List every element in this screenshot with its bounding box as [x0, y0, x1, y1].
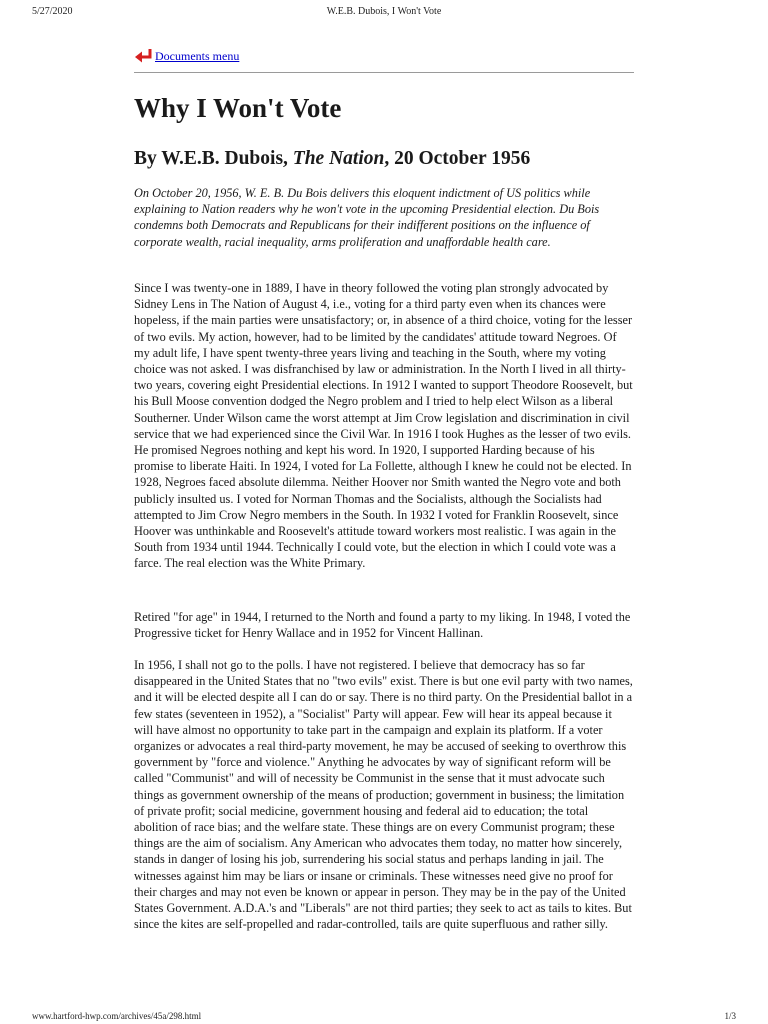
print-footer — [32, 1011, 736, 1023]
article-intro: On October 20, 1956, W. E. B. Du Bois delivers this eloquent indictment of US politics while explaining to Nation readers why he won't vote in the upcoming Presidential election. Du Bois condemns both Democrats and Republicans for their indifferent positions on the influence of corporate wealth, racial inequality, arms proliferation and unaffordable health care. — [134, 186, 600, 249]
print-page-title: W.E.B. Dubois, I Won't Vote — [326, 6, 442, 17]
print-url: www.hartford-hwp.com/archives/45a/298.html — [32, 1011, 202, 1021]
return-arrow-icon[interactable] — [134, 48, 154, 64]
header-divider — [134, 72, 634, 73]
article-byline — [134, 146, 530, 172]
print-date: 5/27/2020 — [32, 6, 73, 17]
print-header — [32, 6, 736, 22]
article-title: Why I Won't Vote — [134, 93, 342, 123]
documents-menu-link[interactable]: Documents menu — [155, 49, 240, 63]
byline-publication: The Nation — [292, 148, 385, 169]
byline-author: By W.E.B. Dubois, — [134, 148, 293, 169]
body-paragraph: In 1956, I shall not go to the polls. I have not registered. I believe that democracy has so far disappeared in the United States that no "two evils" exist. There is but one evil party with two names, and it will be elected despite all I can do or say. There is no third party. On the Presidential ballot in a few states (seventeen in 1952), a "Socialist" Party will appear. Few will hear its appeal because it will have almost no opportunity to take part in the campaign and explain its platform. If a voter organizes or advocates a real third-party movement, he may be accused of seeking to overthrow this government by "force and violence." Anything he advocates by way of significant reform will be called "Communist" and will of necessity be Communist in the sense that it must advocate such things as government ownership of the means of production; government in business; the limitation of private profit; social medicine, government housing and federal aid to education; the total abolition of race bias; and the welfare state. These things are on every Communist program; these things are the aim of socialism. Any American who advocates them today, no matter how sincerely, stands in danger of losing his job, surrendering his social status and perhaps landing in jail. The witnesses against him may be liars or insane or criminals. These witnesses need give no proof for their charges and may not even be known or appear in person. They may be in the pay of the United States Government. A.D.A.'s and "Liberals" are not third parties; they seek to act as tails to kites. But since the kites are self-propelled and radar-controlled, tails are quite superfluous and rather silly. — [134, 658, 633, 932]
body-paragraph: Since I was twenty-one in 1889, I have in theory followed the voting plan strongly advocated by Sidney Lens in The Nation of August 4, i.e., voting for a third party even when its chances were hopeless, if the main parties were unsatisfactory; or, in absence of a third choice, voting for the lesser of two evils. My action, however, had to be limited by the candidates' attitude toward Negroes. Of my adult life, I have spent twenty-three years living and teaching in the South, where my voting choice was not asked. I was disfranchised by law or administration. In the North I lived in all thirty-two years, covering eight Presidential elections. In 1912 I wanted to support Theodore Roosevelt, but his Bull Moose convention dodged the Negro problem and I tried to help elect Wilson as a liberal Southerner. Under Wilson came the worst attempt at Jim Crow legislation and discrimination in civil service that we had experienced since the Civil War. In 1916 I took Hughes as the lesser of two evils. He promised Negroes nothing and kept his word. In 1920, I supported Harding because of his promise to liberate Haiti. In 1924, I voted for La Follette, although I knew he could not be elected. In 1928, Negroes faced absolute dilemma. Neither Hoover nor Smith wanted the Negro vote and both publicly insulted us. I voted for Norman Thomas and the Socialists, although the Socialists had attempted to Jim Crow Negro members in the South. In 1932 I voted for Franklin Roosevelt, since Hoover was unthinkable and Roosevelt's attitude toward workers most realistic. I was again in the South from 1934 until 1944. Technically I could vote, but the election in which I could vote was a farce. The real election was the White Primary. — [134, 281, 633, 571]
body-paragraph: Retired "for age" in 1944, I returned to the North and found a party to my liking. In 1948, I voted the Progressive ticket for Henry Wallace and in 1952 for Vincent Hallinan. — [134, 610, 631, 641]
byline-date: , 20 October 1956 — [384, 148, 531, 169]
print-page-number: 1/3 — [724, 1011, 736, 1021]
